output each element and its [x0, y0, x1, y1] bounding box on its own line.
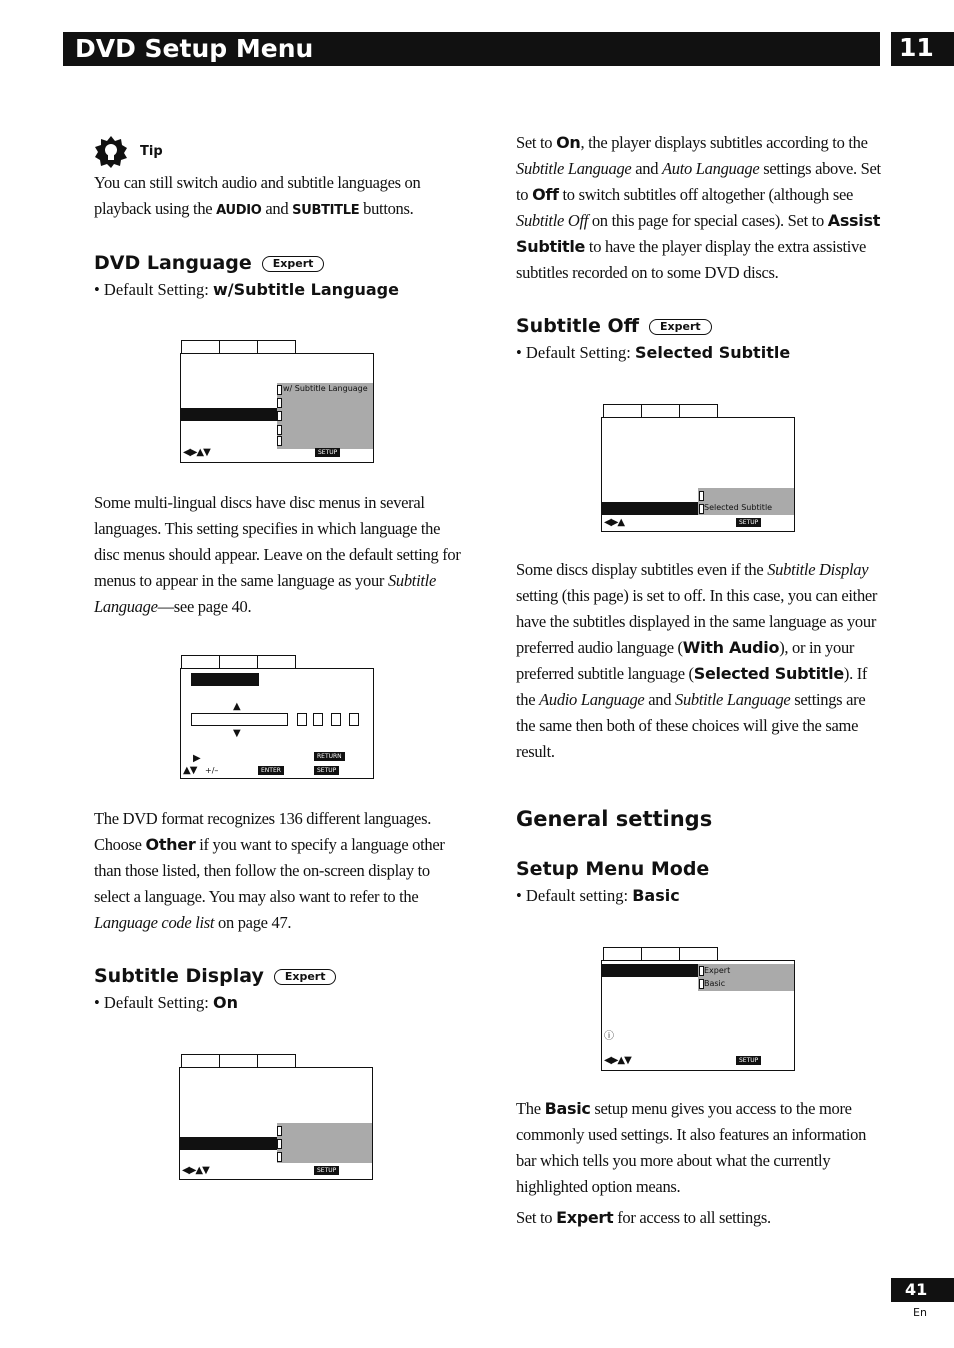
subtitle-off-heading: Subtitle Off Expert [516, 314, 712, 338]
setup-menu-mode-para2: Set to Expert for access to all settings. [516, 1208, 771, 1227]
subtitle-display-para: Set to On, the player displays subtitles according to the Subtitle Language and Auto Language settings above. Set to Off to switch subtitles off altogether (although see Subtitle Off on this page for special cases). Set to Assist Subtitle to have the player display the extra assistive subtitles recorded on to some DVD discs. [516, 133, 881, 282]
page-title: DVD Setup Menu [75, 34, 314, 63]
subtitle-display-screen: ◀▶▲▼ SETUP [179, 1067, 373, 1180]
expert-badge: Expert [274, 969, 337, 985]
dvd-language-para2: The DVD format recognizes 136 different languages. Choose Other if you want to specify a language other than those listed, then follow the on-screen display to select a language. You may also want to refer to the Language code list on page 47. [94, 809, 445, 932]
language-code: En [913, 1306, 927, 1319]
chapter-number: 11 [891, 32, 954, 66]
dvd-language-default: • Default Setting: w/Subtitle Language [94, 280, 399, 299]
general-settings-heading: General settings [516, 807, 713, 831]
subtitle-off-para: Some discs display subtitles even if the Subtitle Display setting (this page) is set to off. In this case, you can either have the subtitles displayed in the same language as your preferred audio language (With Audio), or in your preferred subtitle language (Selected Subtitle). If the Audio Language and Subtitle Language settings are the same then both of these choices will give the same result. [516, 560, 878, 761]
right-arrow-icon: ▶ [193, 753, 200, 764]
tip-icon [94, 135, 128, 169]
subtitle-display-default: • Default Setting: On [94, 993, 238, 1012]
setup-button-icon: SETUP [315, 448, 340, 457]
dvd-language-screen: w/ Subtitle Language ◀▶▲▼ SETUP [180, 353, 374, 463]
nav-arrows-icon: ◀▶▲▼ [182, 1165, 209, 1176]
dvd-language-heading: DVD Language Expert [94, 251, 324, 275]
tip-text: You can still switch audio and subtitle languages on playback using the AUDIO and SUBTITLE buttons. [94, 173, 421, 218]
screen2-tabs [181, 655, 296, 669]
screen-tabs [181, 340, 296, 354]
nav-arrows-icon: ◀▶▲▼ [183, 447, 210, 458]
tip-label: Tip [140, 144, 163, 159]
down-arrow-icon: ▼ [233, 728, 240, 739]
language-select-screen: ▲ ▼ ▶ ▲▼ +/– ENTER RETURN SETUP [180, 668, 374, 779]
updown-arrows-icon: ▲▼ [183, 765, 197, 776]
setup-menu-mode-screen: Expert Basic ⓘ ◀▶▲▼ SETUP [601, 960, 795, 1071]
header-bar [63, 32, 880, 66]
screen3-tabs [181, 1054, 296, 1068]
expert-badge: Expert [262, 256, 325, 272]
screen5-tabs [603, 947, 718, 961]
nav-arrows-icon: ◀▶▲ [604, 517, 625, 528]
subtitle-display-heading: Subtitle Display Expert [94, 964, 336, 988]
screen4-tabs [603, 404, 718, 418]
subtitle-off-screen: Selected Subtitle ◀▶▲ SETUP [601, 417, 795, 532]
subtitle-off-default: • Default Setting: Selected Subtitle [516, 343, 791, 362]
up-arrow-icon: ▲ [233, 701, 240, 712]
dvd-language-para: Some multi-lingual discs have disc menus in several languages. This setting specifies in which language the disc menus should appear. Leave on the default setting for menus to appear in the same language as your Subtitle Language—see page 40. [94, 493, 461, 616]
setup-menu-mode-heading: Setup Menu Mode [516, 858, 710, 880]
expert-badge: Expert [649, 319, 712, 335]
setup-menu-mode-para: The Basic setup menu gives you access to the more commonly used settings. It also features an information bar which tells you more about what the currently highlighted option means. [516, 1099, 867, 1196]
nav-arrows-icon: ◀▶▲▼ [604, 1055, 631, 1066]
info-icon: ⓘ [604, 1031, 613, 1042]
page-number: 41 [891, 1278, 954, 1302]
setup-menu-mode-default: • Default setting: Basic [516, 886, 680, 905]
